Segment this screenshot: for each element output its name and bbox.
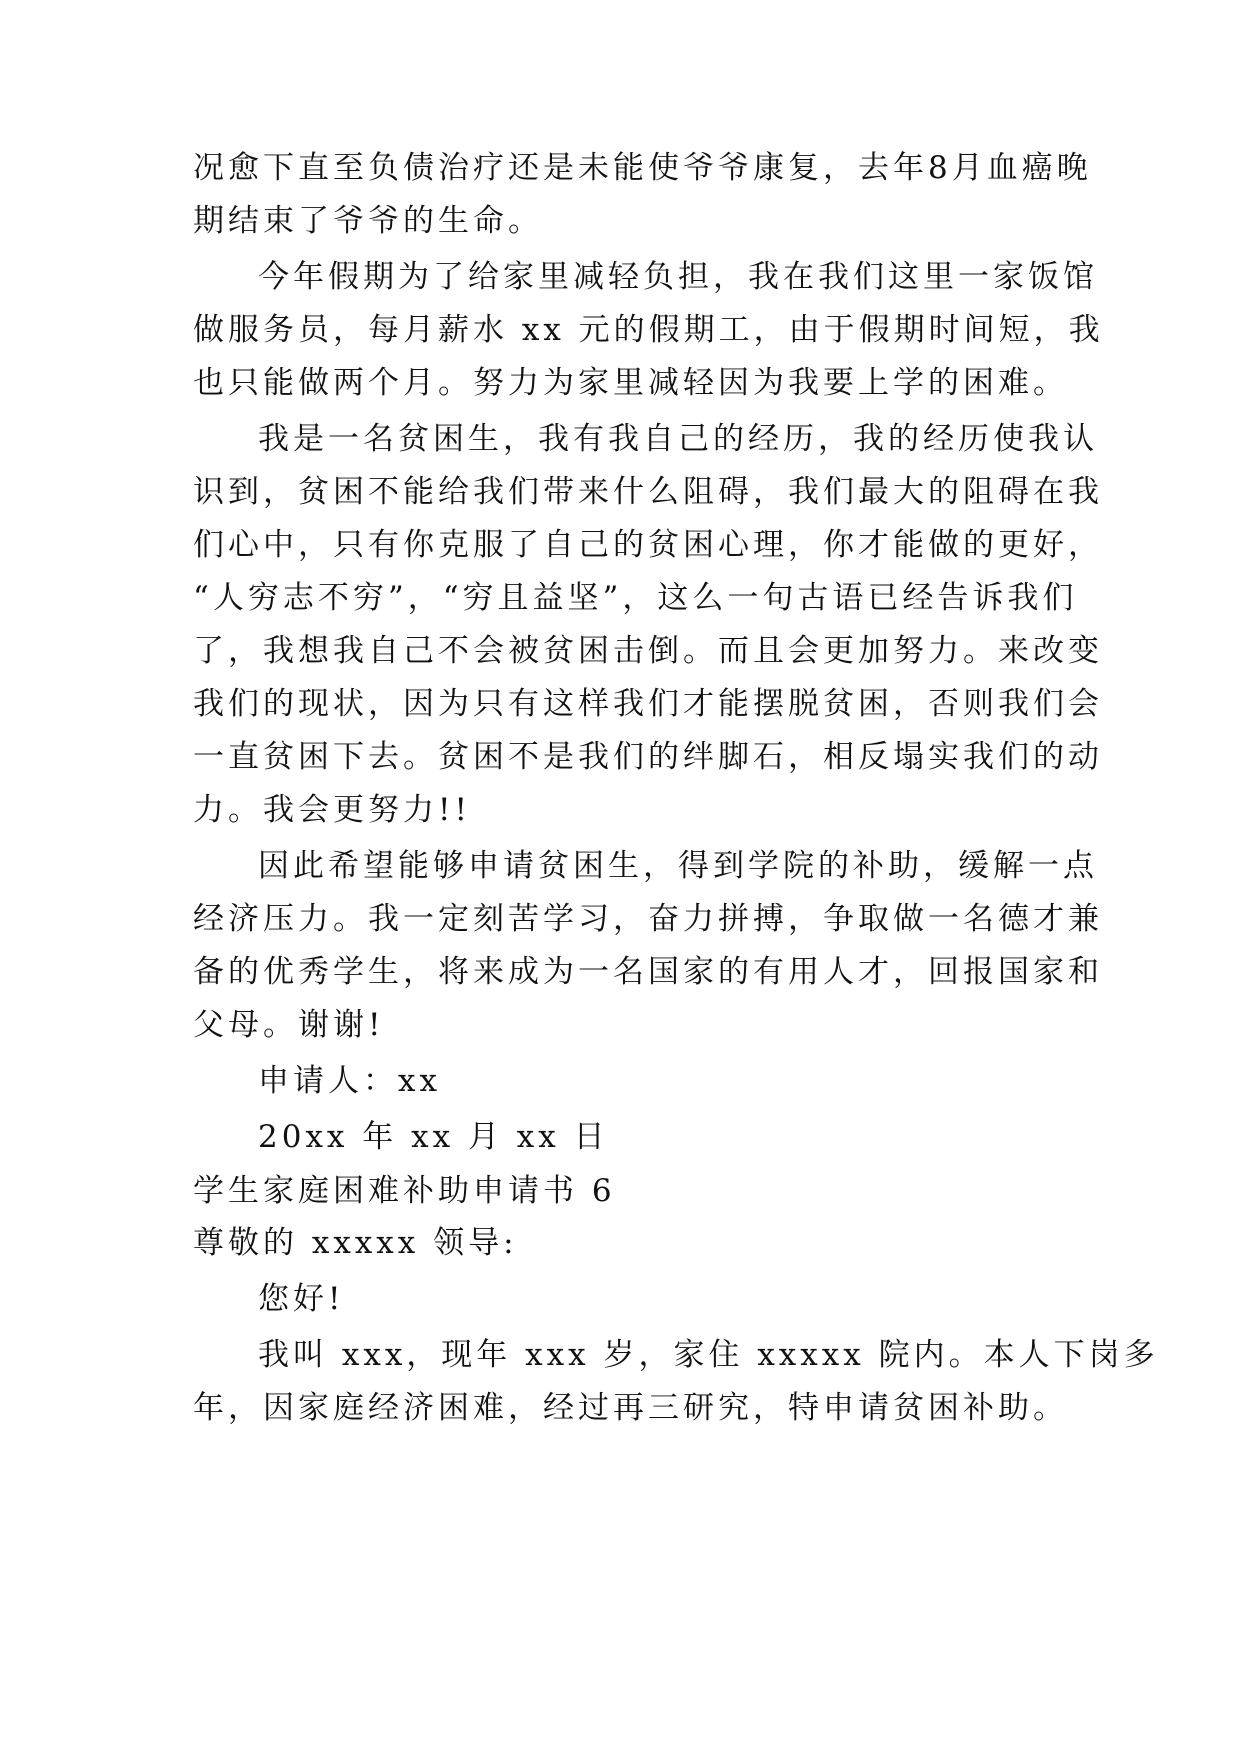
paragraph-start-line: 因此希望能够申请贫困生，得到学院的补助，缓解一点 <box>258 848 1098 884</box>
text-line: 一直贫困下去。贫困不是我们的绊脚石，相反塌实我们的动 <box>193 739 1103 775</box>
text-line: 识到，贫困不能给我们带来什么阻碍，我们最大的阻碍在我 <box>193 474 1103 510</box>
paragraph-start-line: 今年假期为了给家里减轻负担，我在我们这里一家饭馆 <box>258 259 1098 295</box>
text-line: 了，我想我自己不会被贫困击倒。而且会更加努力。来改变 <box>193 633 1103 669</box>
text-line: 期结束了爷爷的生命。 <box>193 203 543 239</box>
paragraph-start-line: 我是一名贫困生，我有我自己的经历，我的经历使我认 <box>258 421 1098 457</box>
text-line: 父母。谢谢! <box>193 1007 385 1043</box>
text-line: 也只能做两个月。努力为家里减轻因为我要上学的困难。 <box>193 365 1068 401</box>
date-line: 20xx 年 xx 月 xx 日 <box>258 1119 609 1155</box>
text-line: 我们的现状，因为只有这样我们才能摆脱贫困，否则我们会 <box>193 686 1103 722</box>
section-title: 学生家庭困难补助申请书 6 <box>193 1173 616 1209</box>
text-line: 备的优秀学生，将来成为一名国家的有用人才，回报国家和 <box>193 954 1103 990</box>
text-line: 力。我会更努力!! <box>193 792 471 828</box>
text-line: 况愈下直至负债治疗还是未能使爷爷康复，去年8月血癌晚 <box>193 150 1092 186</box>
text-line: 做服务员，每月薪水 xx 元的假期工，由于假期时间短，我 <box>193 312 1104 348</box>
applicant-line: 申请人：xx <box>258 1063 441 1099</box>
greeting: 您好! <box>258 1281 345 1317</box>
paragraph-start-line: 我叫 xxx，现年 xxx 岁，家住 xxxxx 院内。本人下岗多 <box>258 1337 1159 1373</box>
text-line: 年，因家庭经济困难，经过再三研究，特申请贫困补助。 <box>193 1390 1068 1426</box>
text-line: “人穷志不穷”，“穷且益坚”，这么一句古语已经告诉我们 <box>193 580 1078 616</box>
text-line: 经济压力。我一定刻苦学习，奋力拼搏，争取做一名德才兼 <box>193 901 1103 937</box>
salutation: 尊敬的 xxxxx 领导: <box>193 1225 518 1261</box>
text-line: 们心中，只有你克服了自己的贫困心理，你才能做的更好， <box>193 527 1103 563</box>
